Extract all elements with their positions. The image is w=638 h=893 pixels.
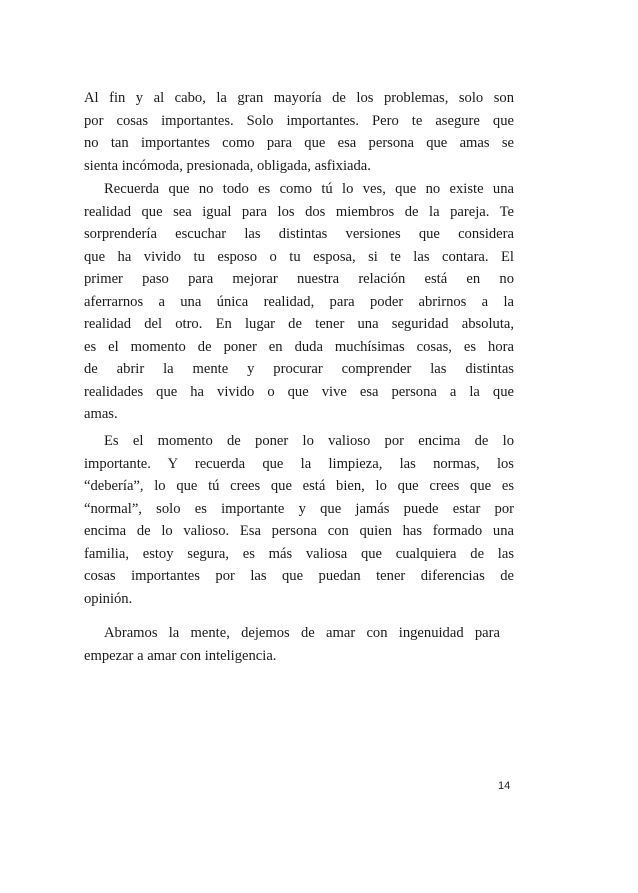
text-line: Abramos la mente, dejemos de amar con ingenuidad para xyxy=(104,625,500,641)
text-line: realidades que ha vivido o que vive esa persona a la que xyxy=(84,383,514,400)
text-line: Es el momento de poner lo valioso por encima de lo xyxy=(104,433,514,449)
text-line: realidad del otro. En lugar de tener una seguridad absoluta, xyxy=(84,316,514,332)
text-line: cosas importantes por las que puedan tener diferencias de xyxy=(84,568,514,584)
text-line: familia, estoy segura, es más valiosa que cualquiera de las xyxy=(84,545,514,562)
text-line: “normal”, solo es importante y que jamás puede estar por xyxy=(84,500,514,517)
text-line: sienta incómoda, presionada, obligada, asfixiada. xyxy=(84,157,371,174)
text-line: primer paso para mejorar nuestra relación está en no xyxy=(84,271,514,287)
text-line: que ha vivido tu esposo o tu esposa, si te las contara. El xyxy=(84,248,514,265)
paragraph-3 xyxy=(84,430,514,610)
text-line: no tan importantes como para que esa persona que amas se xyxy=(84,135,514,151)
text-line: “debería”, lo que tú crees que está bien, lo que crees que es xyxy=(84,478,514,494)
paragraph-2 xyxy=(84,178,514,426)
text-line: realidad que sea igual para los dos miembros de la pareja. Te xyxy=(84,203,514,220)
text-line: aferrarnos a una única realidad, para poder abrirnos a la xyxy=(84,293,514,310)
paragraph-4 xyxy=(84,622,500,667)
text-line: es el momento de poner en duda muchísimas cosas, es hora xyxy=(84,338,514,355)
text-line: amas. xyxy=(84,406,118,422)
text-line: empezar a amar con inteligencia. xyxy=(84,647,277,664)
text-line: Recuerda que no todo es como tú lo ves, que no existe una xyxy=(104,181,514,197)
text-line: sorprendería escuchar las distintas versiones que considera xyxy=(84,226,514,242)
text-line: importante. Y recuerda que la limpieza, las normas, los xyxy=(84,455,514,472)
text-line: Al fin y al cabo, la gran mayoría de los problemas, solo son xyxy=(84,90,514,106)
paragraph-1 xyxy=(84,87,514,177)
text-line: encima de lo valioso. Esa persona con quien has formado una xyxy=(84,523,514,539)
text-line: de abrir la mente y procurar comprender las distintas xyxy=(84,361,514,377)
text-line: opinión. xyxy=(84,590,133,607)
text-line: por cosas importantes. Solo importantes. Pero te asegure que xyxy=(84,112,514,129)
page-number: 14 xyxy=(498,780,511,792)
